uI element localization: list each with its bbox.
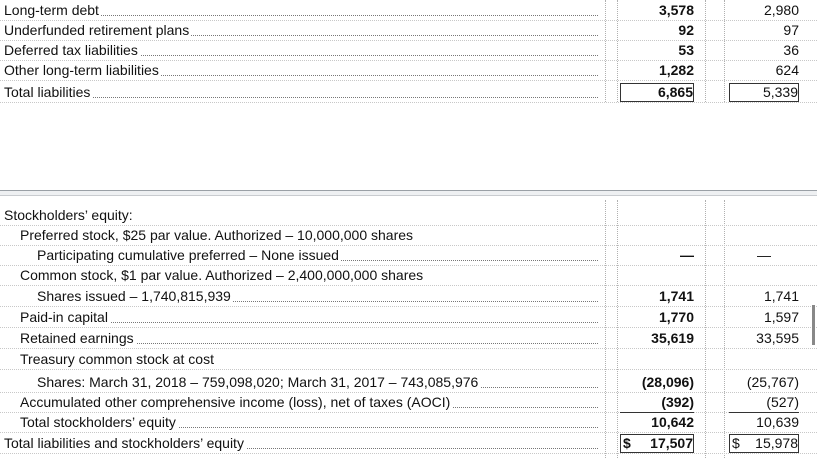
table-row	[0, 40, 817, 61]
value-2018: 53	[678, 42, 694, 58]
row-label: Retained earnings	[20, 328, 604, 348]
dollar-sign: $	[732, 435, 740, 451]
table-row	[0, 60, 817, 81]
value-2017: 624	[775, 62, 799, 78]
row-label: Underfunded retirement plans	[4, 20, 604, 40]
table-row	[0, 372, 817, 393]
table-row-total	[0, 433, 817, 454]
value-2018: (392)	[661, 394, 694, 410]
row-label: Shares: March 31, 2018 – 759,098,020; March 31, 2017 – 743,085,976	[37, 372, 604, 392]
value-2017: —	[757, 247, 771, 263]
value-2018: 1,282	[658, 62, 694, 78]
table-row	[0, 265, 817, 286]
value-2018: 3,578	[658, 2, 694, 18]
value-2018: (28,096)	[641, 374, 694, 390]
value-2018: 1,741	[658, 288, 694, 304]
row-label: Deferred tax liabilities	[4, 40, 604, 60]
scrollbar-thumb[interactable]	[812, 305, 815, 345]
row-label: Accumulated other comprehensive income (loss), net of taxes (AOCI)	[20, 392, 604, 412]
value-2017: 36	[783, 42, 799, 58]
row-label: Preferred stock, $25 par value. Authorized – 10,000,000 shares	[20, 227, 414, 243]
subtotal-2018: 10,642	[620, 412, 694, 432]
page-separator	[0, 190, 817, 196]
table-row	[0, 0, 817, 21]
row-label: Treasury common stock at cost	[20, 351, 214, 367]
value-2017: (527)	[766, 394, 799, 410]
dollar-sign: $	[623, 435, 631, 451]
value-2017: (25,767)	[746, 374, 799, 390]
row-label: Paid-in capital	[20, 307, 604, 327]
table-row	[0, 245, 817, 266]
value-2017: 97	[783, 22, 799, 38]
table-row	[0, 328, 817, 349]
table-row	[0, 307, 817, 328]
table-row	[0, 225, 817, 246]
value-2017: 1,741	[763, 288, 799, 304]
total-2018: 6,865	[620, 83, 694, 102]
total-2017	[729, 434, 799, 453]
row-label: Other long-term liabilities	[4, 60, 604, 80]
table-row	[0, 20, 817, 41]
table-row	[0, 392, 817, 413]
value-2017: 33,595	[756, 330, 799, 346]
section-heading: Stockholders’ equity:	[4, 207, 133, 223]
row-label: Total liabilities	[4, 82, 604, 102]
value-2018: 92	[678, 22, 694, 38]
row-label: Long-term debt	[4, 0, 604, 20]
value-2018: 1,770	[658, 309, 694, 325]
table-row	[0, 286, 817, 307]
table-row-total	[0, 82, 817, 103]
row-label: Total liabilities and stockholders’ equity	[4, 433, 604, 453]
table-row	[0, 349, 817, 370]
row-label: Shares issued – 1,740,815,939	[37, 286, 604, 306]
total-value: 15,978	[755, 435, 798, 451]
total-value: 17,507	[650, 435, 693, 451]
section-heading-row	[0, 205, 817, 226]
subtotal-2017: 10,639	[729, 412, 799, 432]
value-2017: 1,597	[763, 309, 799, 325]
row-label: Participating cumulative preferred – None issued	[37, 245, 604, 265]
row-label: Total stockholders’ equity	[20, 412, 604, 432]
row-label: Common stock, $1 par value. Authorized – 2,400,000,000 shares	[20, 267, 424, 283]
value-2018: 35,619	[651, 330, 694, 346]
value-2018: —	[680, 247, 694, 263]
table-row-subtotal	[0, 412, 817, 433]
total-2018	[620, 434, 694, 453]
value-2017: 2,980	[763, 2, 799, 18]
total-2017: 5,339	[729, 83, 799, 102]
